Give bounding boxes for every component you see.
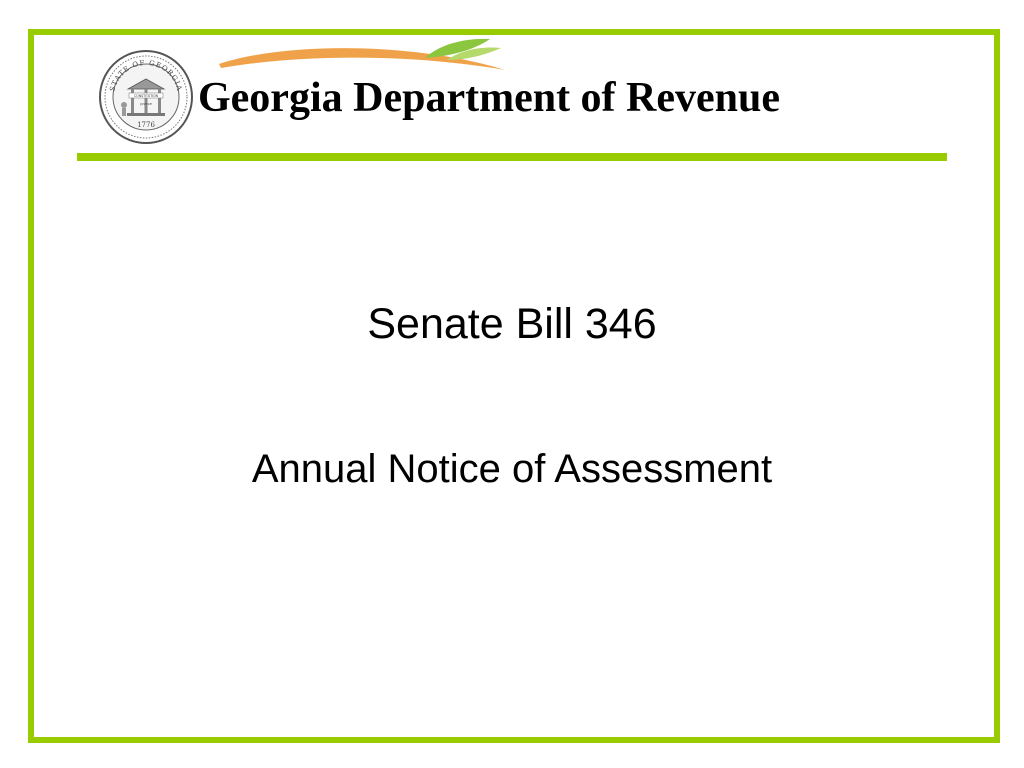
organization-name: Georgia Department of Revenue <box>198 75 781 121</box>
slide-title: Senate Bill 346 <box>367 300 657 348</box>
seal-banner-text: CONSTITUTION <box>133 94 159 98</box>
seal-top-text: STATE OF GEORGIA <box>108 58 184 93</box>
seal-year-text: 1776 <box>137 121 155 129</box>
georgia-state-seal-icon <box>98 49 194 145</box>
header-divider <box>77 153 947 161</box>
seal-motto-text: JUSTICE <box>140 102 152 106</box>
slide-subtitle: Annual Notice of Assessment <box>251 447 773 491</box>
